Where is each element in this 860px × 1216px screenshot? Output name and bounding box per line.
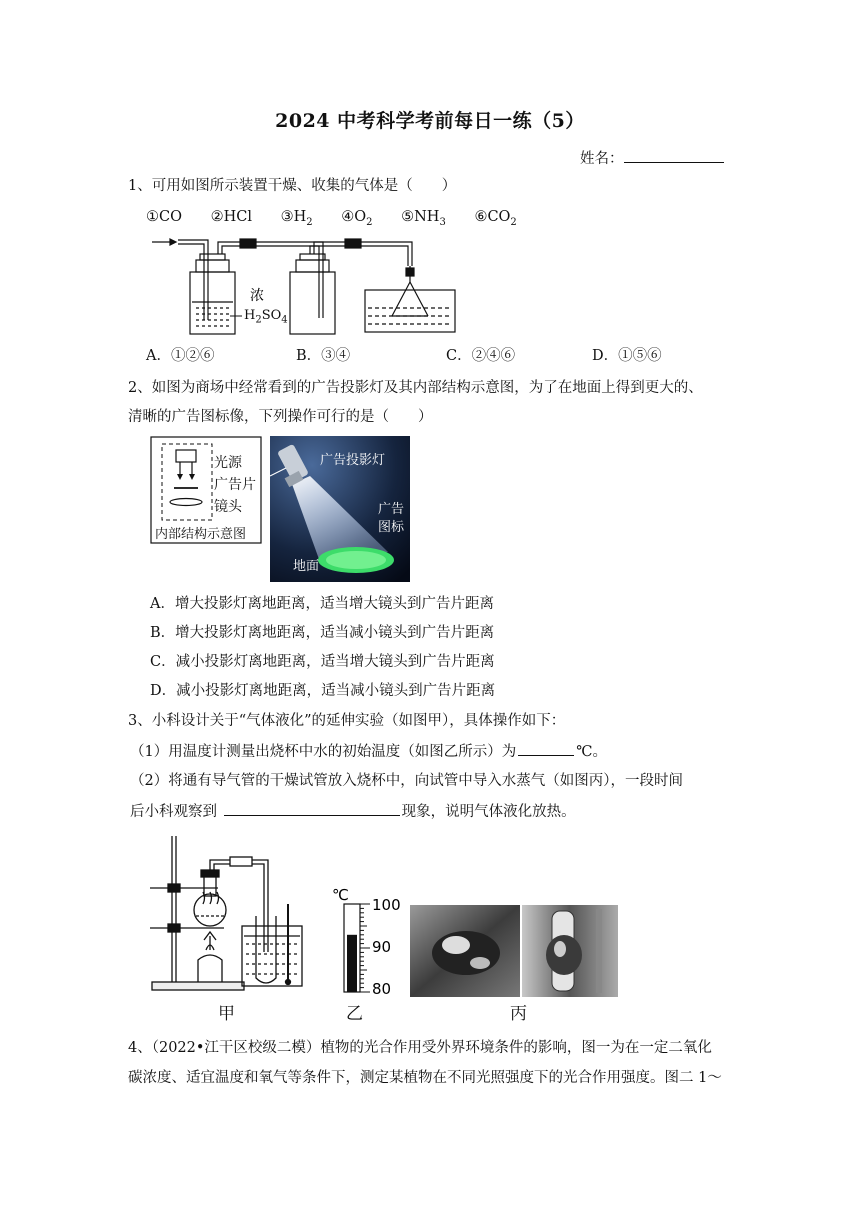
q3-part-2-cont: 后小科观察到 现象，说明气体液化放热。 bbox=[130, 801, 576, 822]
inner-label-slide: 广告片 bbox=[214, 477, 256, 493]
gas-item: ①CO bbox=[146, 209, 182, 225]
inner-structure-caption: 内部结构示意图 bbox=[155, 527, 247, 542]
photo-label-icon-1: 广告 bbox=[378, 502, 405, 517]
photo-label-lamp: 广告投影灯 bbox=[320, 453, 386, 468]
q1-option-d[interactable]: D．①⑤⑥ bbox=[592, 348, 662, 364]
inner-label-lens: 镜头 bbox=[214, 499, 242, 515]
figure-yi-thermometer bbox=[330, 884, 410, 996]
q1-option-a[interactable]: A．①②⑥ bbox=[146, 348, 215, 364]
page-title: 2024 中考科学考前每日一练（5） bbox=[275, 110, 585, 132]
q4-stem-line-2: 碳浓度、适宜温度和氧气等条件下，测定某植物在不同光照强度下的光合作用强度。图二 1～ bbox=[128, 1070, 722, 1086]
inner-label-source: 光源 bbox=[214, 455, 242, 471]
figure-jia-apparatus bbox=[148, 832, 320, 996]
figure-label-jia: 甲 bbox=[218, 1004, 235, 1024]
q3-stem: 3、小科设计关于“气体液化”的延伸实验（如图甲），具体操作如下： bbox=[128, 713, 566, 729]
q2-option-a[interactable]: A．增大投影灯离地距离，适当增大镜头到广告片距离 bbox=[150, 596, 494, 612]
thermometer-unit: ℃ bbox=[332, 886, 349, 904]
figure-label-bing: 丙 bbox=[510, 1004, 527, 1024]
q2-option-d[interactable]: D．减小投影灯离地距离，适当减小镜头到广告片距离 bbox=[150, 683, 496, 699]
gas-item: $⑥CO_2$ bbox=[474, 209, 517, 228]
name-label: 姓名： bbox=[580, 151, 624, 167]
q1-gas-list bbox=[146, 207, 541, 233]
q1-option-b[interactable]: B．③④ bbox=[296, 348, 351, 364]
photo-label-ground: 地面 bbox=[293, 559, 320, 574]
tick-label-80: 80 bbox=[372, 980, 392, 998]
gas-item: $③H_2$ bbox=[280, 209, 313, 228]
q1-stem: 1、可用如图所示装置干燥、收集的气体是（ ） bbox=[128, 178, 457, 194]
q4-stem-line-1: 4、（2022•江干区校级二模）植物的光合作用受外界环境条件的影响，图一为在一定二氧化 bbox=[128, 1040, 712, 1056]
figure-label-yi: 乙 bbox=[346, 1004, 363, 1024]
q2-option-c[interactable]: C．减小投影灯离地距离，适当增大镜头到广告片距离 bbox=[150, 654, 495, 670]
tick-label-100: 100 bbox=[372, 896, 401, 914]
q3-part-1: （1）用温度计测量出烧杯中水的初始温度（如图乙所示）为 ℃。 bbox=[130, 741, 607, 762]
q1-option-c[interactable]: C．②④⑥ bbox=[446, 348, 516, 364]
q2-option-b[interactable]: B．增大投影灯离地距离，适当减小镜头到广告片距离 bbox=[150, 625, 495, 641]
label-acid: $H_2SO_4$ bbox=[244, 308, 288, 326]
gas-item: ②HCl bbox=[210, 209, 252, 225]
name-blank[interactable] bbox=[624, 148, 724, 163]
photo-label-icon-2: 图标 bbox=[378, 520, 405, 535]
q3-part-2: （2）将通有导气管的干燥试管放入烧杯中，向试管中导入水蒸气（如图丙），一段时间 bbox=[130, 773, 683, 789]
label-conc: 浓 bbox=[250, 288, 264, 304]
name-field bbox=[580, 148, 724, 169]
gas-item: $④O_2$ bbox=[341, 209, 373, 228]
mercury-column bbox=[347, 935, 357, 992]
tick-label-90: 90 bbox=[372, 938, 392, 956]
gas-item: $⑤NH_3$ bbox=[401, 209, 446, 228]
q2-stem-2: 清晰的广告图标像，下列操作可行的是（ ） bbox=[128, 409, 433, 425]
q1-apparatus-diagram bbox=[140, 230, 470, 340]
figure-bing-photo bbox=[410, 905, 618, 997]
q3-blank-2[interactable] bbox=[224, 801, 400, 816]
q3-blank-1[interactable] bbox=[518, 741, 574, 756]
q2-stem: 2、如图为商场中经常看到的广告投影灯及其内部结构示意图，为了在地面上得到更大的、 bbox=[128, 380, 703, 396]
